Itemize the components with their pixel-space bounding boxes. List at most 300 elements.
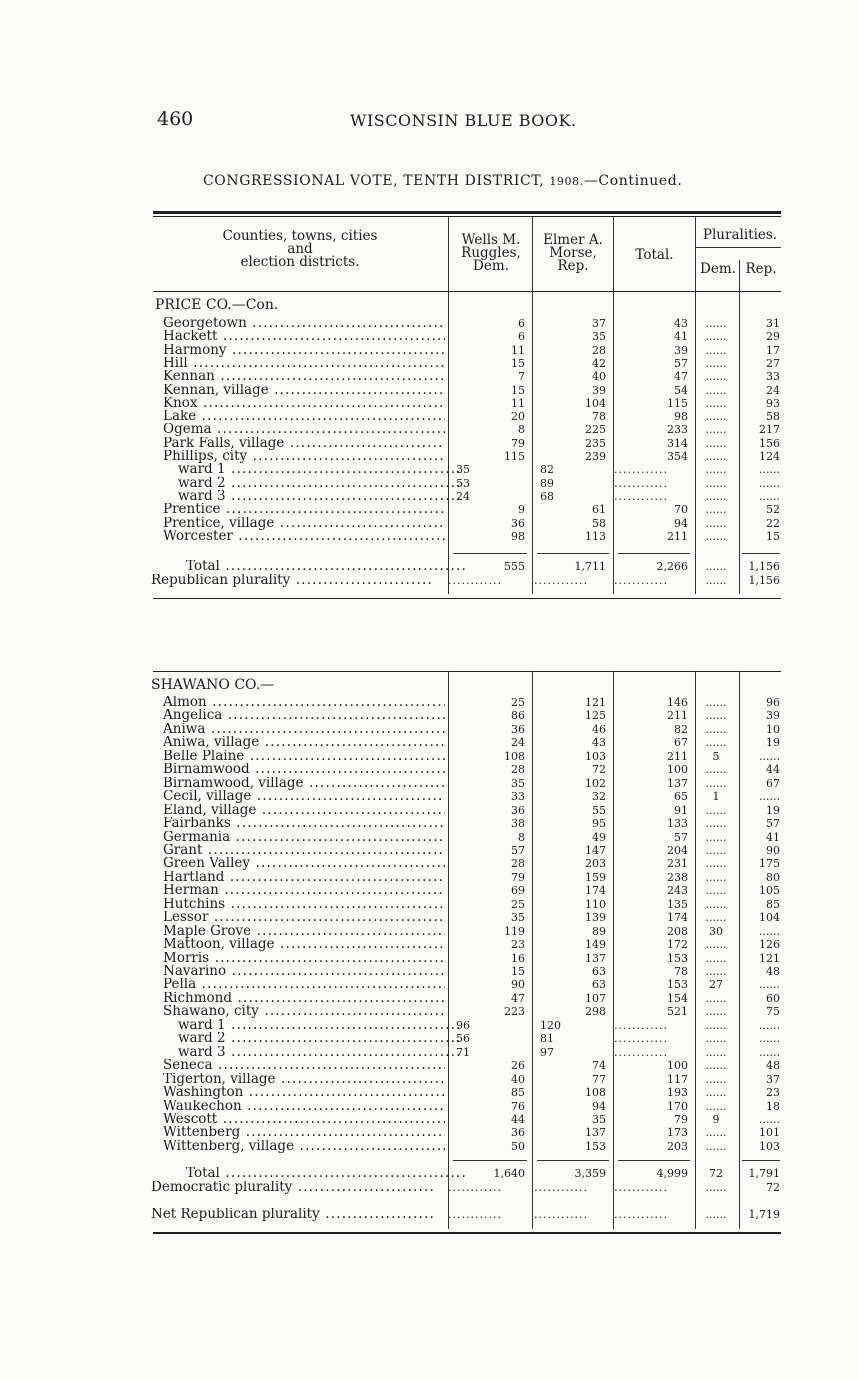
rep-votes: 203 xyxy=(585,857,606,871)
rep-votes: 40 xyxy=(592,370,606,384)
dem-votes: 16 xyxy=(511,951,525,965)
table-row xyxy=(0,857,859,870)
table-row xyxy=(0,1113,859,1126)
rep-plurality: 58 xyxy=(766,410,780,424)
rep-votes: 153 xyxy=(585,1139,606,1153)
total-votes: 133 xyxy=(667,817,688,831)
dem-votes: 79 xyxy=(511,436,525,450)
row-label: Angelica ..... xyxy=(163,709,445,722)
rep-votes: 102 xyxy=(585,776,606,790)
rep-votes: 107 xyxy=(585,991,606,1005)
dem-votes: 1,640 xyxy=(493,1167,525,1180)
row-label: Aniwa, village ..... xyxy=(163,736,445,749)
dem-plurality: ...... xyxy=(705,330,727,344)
table-row xyxy=(0,925,859,938)
dem-votes: ............ xyxy=(448,1208,502,1221)
rep-votes: 137 xyxy=(585,1126,606,1140)
row-label: Harmony ..... xyxy=(163,344,445,357)
table-row xyxy=(0,804,859,817)
rep-votes: 121 xyxy=(585,696,606,709)
table-row xyxy=(0,1005,859,1018)
rep-plurality: 18 xyxy=(766,1099,780,1113)
row-label: Park Falls, village ..... xyxy=(163,437,445,450)
rep-votes: 235 xyxy=(585,436,606,450)
dem-plurality: ...... xyxy=(705,1139,727,1153)
row-label: Georgetown ..... xyxy=(163,317,445,330)
dem-votes: 7 xyxy=(518,370,525,384)
dem-plurality: ...... xyxy=(705,450,727,463)
rep-plurality: 15 xyxy=(766,529,780,543)
rep-votes: 225 xyxy=(585,423,606,437)
row-label: Prentice, village ..... xyxy=(163,517,445,530)
rep-plurality: 90 xyxy=(766,843,780,857)
dem-plurality: ...... xyxy=(705,696,727,709)
rep-plurality: ...... xyxy=(759,978,780,992)
rep-plurality: 121 xyxy=(759,951,780,965)
ward-rep-votes: 68 xyxy=(540,489,554,503)
total-votes: 233 xyxy=(667,423,688,437)
dem-votes: 47 xyxy=(511,991,525,1005)
dem-plurality: ...... xyxy=(705,396,727,410)
dem-plurality: 1 xyxy=(712,790,720,804)
table-row xyxy=(0,1140,859,1153)
table-row xyxy=(0,463,859,476)
total-row xyxy=(0,1167,859,1180)
dem-plurality: ...... xyxy=(705,370,727,384)
dem-plurality: ...... xyxy=(705,911,727,925)
total-votes: 193 xyxy=(667,1086,688,1100)
rep-plurality: 19 xyxy=(766,803,780,817)
row-label: Aniwa ..... xyxy=(163,723,445,736)
rep-plurality: ...... xyxy=(759,463,780,477)
total-votes: ............ xyxy=(614,1018,668,1032)
dem-plurality: ...... xyxy=(705,1126,727,1140)
table-row xyxy=(0,1019,859,1032)
dem-plurality: 27 xyxy=(709,978,723,992)
total-votes: 173 xyxy=(667,1126,688,1140)
table-row xyxy=(0,344,859,357)
counties-header xyxy=(160,230,440,269)
table-title xyxy=(203,173,682,189)
dem-votes: 11 xyxy=(511,396,525,410)
total-votes: 94 xyxy=(674,516,688,530)
table-row xyxy=(0,503,859,516)
total-votes: 172 xyxy=(667,938,688,952)
counties-header-l3: election districts. xyxy=(240,254,360,270)
rep-plurality: 104 xyxy=(759,911,780,925)
row-label: Green Valley ..... xyxy=(163,857,445,870)
rep-votes: 239 xyxy=(585,450,606,463)
row-label: Tigerton, village ..... xyxy=(163,1073,445,1086)
rep-votes: 94 xyxy=(592,1099,606,1113)
table-row xyxy=(0,517,859,530)
dem-votes: 555 xyxy=(504,560,525,573)
dem-plurality: ...... xyxy=(705,763,727,777)
net-plurality-row-label: Net Republican plurality ..... xyxy=(151,1208,433,1221)
rep-votes: 95 xyxy=(592,817,606,831)
rep-votes: 104 xyxy=(585,396,606,410)
dem-votes: 8 xyxy=(518,423,525,437)
rep-plurality: 217 xyxy=(759,423,780,437)
rep-votes: 298 xyxy=(585,1005,606,1019)
rep-plurality: 48 xyxy=(766,1059,780,1073)
row-label: Ogema ..... xyxy=(163,423,445,436)
rep-votes: 72 xyxy=(592,763,606,777)
table-row xyxy=(0,384,859,397)
table-row xyxy=(0,871,859,884)
row-label: Wescott ..... xyxy=(163,1113,445,1126)
header-rule xyxy=(153,291,781,292)
sum-rule xyxy=(453,1160,527,1161)
total-votes: 170 xyxy=(667,1099,688,1113)
dem-plurality: ...... xyxy=(705,1086,727,1100)
dem-plurality: ...... xyxy=(705,343,727,357)
table-row xyxy=(0,530,859,543)
total-votes: ............ xyxy=(614,574,668,587)
total-votes: 146 xyxy=(667,696,688,709)
dem-votes: 69 xyxy=(511,884,525,898)
dem-votes: 6 xyxy=(518,317,525,330)
dem-votes: 28 xyxy=(511,763,525,777)
dem-votes: 9 xyxy=(518,503,525,517)
sum-rule xyxy=(618,553,690,554)
dem-plurality: ...... xyxy=(705,951,727,965)
section1-bottom-rule xyxy=(153,598,781,599)
dem-plurality: ...... xyxy=(705,938,727,952)
row-label: Lake ..... xyxy=(163,410,445,423)
rep-votes: 63 xyxy=(592,978,606,992)
dem-plurality: ...... xyxy=(705,709,727,723)
dem-plurality: ...... xyxy=(705,410,727,424)
pluralities-dem-header: Dem. xyxy=(700,261,736,277)
table-row xyxy=(0,992,859,1005)
shawano-county-heading: SHAWANO CO.— xyxy=(151,677,275,693)
dem-plurality: ...... xyxy=(705,870,727,884)
row-label: Grant ..... xyxy=(163,844,445,857)
dem-candidate-header xyxy=(450,234,532,273)
dem-votes: 28 xyxy=(511,857,525,871)
total-votes: ............ xyxy=(614,1045,668,1059)
sum-rule xyxy=(453,553,527,554)
rep-votes: 58 xyxy=(592,516,606,530)
dem-plurality: ...... xyxy=(705,857,727,871)
dem-plurality: ...... xyxy=(705,965,727,978)
rep-votes: 159 xyxy=(585,870,606,884)
table-row xyxy=(0,952,859,965)
table-row xyxy=(0,370,859,383)
dem-plurality: 30 xyxy=(709,924,723,938)
row-label: Maple Grove ..... xyxy=(163,925,445,938)
dem-votes: 15 xyxy=(511,356,525,370)
row-label: Wittenberg ..... xyxy=(163,1126,445,1139)
rep-votes: 89 xyxy=(592,924,606,938)
row-label: Waukechon ..... xyxy=(163,1100,445,1113)
dem-votes: 15 xyxy=(511,383,525,397)
total-votes: 47 xyxy=(674,370,688,384)
dem-plurality: ...... xyxy=(705,317,727,330)
rep-votes: 125 xyxy=(585,709,606,723)
dem-plurality: ...... xyxy=(705,897,727,911)
dem-plurality: ...... xyxy=(705,722,727,736)
table-row xyxy=(0,884,859,897)
section2-top-rule xyxy=(153,671,781,672)
total-votes: ............ xyxy=(614,1032,668,1046)
rep-votes: 139 xyxy=(585,911,606,925)
table-row xyxy=(0,490,859,503)
dem-plurality: ...... xyxy=(705,463,727,477)
row-label: Fairbanks ..... xyxy=(163,817,445,830)
table-row xyxy=(0,1059,859,1072)
pluralities-rule xyxy=(696,247,781,248)
rep-plurality: 72 xyxy=(766,1181,780,1194)
page-number: 460 xyxy=(157,108,194,130)
dem-votes: 44 xyxy=(511,1112,525,1126)
dem-plurality: ...... xyxy=(705,843,727,857)
counties-header-l2: and xyxy=(287,241,313,257)
total-votes: 57 xyxy=(674,830,688,844)
total-votes: ............ xyxy=(614,489,668,503)
dem-votes: 85 xyxy=(511,1086,525,1100)
plurality-row xyxy=(0,574,859,587)
top-rule xyxy=(153,211,781,214)
table-row xyxy=(0,317,859,330)
row-label: Birnamwood, village ..... xyxy=(163,777,445,790)
rep-plurality: 41 xyxy=(766,830,780,844)
dem-plurality: ...... xyxy=(705,503,727,517)
rep-plurality: ...... xyxy=(759,1032,780,1046)
table-row xyxy=(0,965,859,978)
total-votes: 211 xyxy=(667,709,688,723)
total-votes: 67 xyxy=(674,736,688,750)
pluralities-header: Pluralities. xyxy=(702,227,778,243)
rep-votes: 103 xyxy=(585,749,606,763)
row-label: ward 3 ..... xyxy=(178,1046,460,1059)
rep-plurality: 103 xyxy=(759,1139,780,1153)
dem-plurality: ...... xyxy=(705,574,727,587)
table-row xyxy=(0,450,859,463)
total-votes: 137 xyxy=(667,776,688,790)
rep-plurality: ...... xyxy=(759,489,780,503)
table-row xyxy=(0,357,859,370)
rep-header-l3: Rep. xyxy=(557,258,589,274)
plurality-row-label: Democratic plurality ..... xyxy=(151,1181,433,1194)
dem-votes: 33 xyxy=(511,790,525,804)
row-label: Cecil, village ..... xyxy=(163,790,445,803)
row-label: ward 1 ..... xyxy=(178,463,460,476)
dem-plurality: ...... xyxy=(705,1059,727,1073)
rep-plurality: 101 xyxy=(759,1126,780,1140)
row-label: ward 2 ..... xyxy=(178,477,460,490)
rep-votes: 35 xyxy=(592,1112,606,1126)
dem-plurality: ...... xyxy=(705,803,727,817)
rep-plurality: 105 xyxy=(759,884,780,898)
rep-plurality: 22 xyxy=(766,516,780,530)
table-row xyxy=(0,723,859,736)
total-votes: 79 xyxy=(674,1112,688,1126)
ward-dem-votes: 35 xyxy=(456,463,470,477)
rep-plurality: 33 xyxy=(766,370,780,384)
sum-rule xyxy=(537,1160,609,1161)
total-votes: 54 xyxy=(674,383,688,397)
top-rule-thin xyxy=(153,216,781,217)
table-row xyxy=(0,938,859,951)
dem-votes: 25 xyxy=(511,897,525,911)
dem-plurality: 5 xyxy=(712,749,720,763)
table-row xyxy=(0,1086,859,1099)
dem-votes: 23 xyxy=(511,938,525,952)
sum-rule xyxy=(618,1160,690,1161)
total-row-label: Total ..... xyxy=(186,1167,468,1180)
total-votes: 91 xyxy=(674,803,688,817)
row-label: Eland, village ..... xyxy=(163,804,445,817)
total-votes: 204 xyxy=(667,843,688,857)
total-votes: 231 xyxy=(667,857,688,871)
rep-votes: 46 xyxy=(592,722,606,736)
row-label: Hutchins ..... xyxy=(163,898,445,911)
rep-plurality: 39 xyxy=(766,709,780,723)
table-row xyxy=(0,696,859,709)
ward-dem-votes: 96 xyxy=(456,1018,470,1032)
table-row xyxy=(0,1032,859,1045)
dem-plurality: 9 xyxy=(712,1112,720,1126)
total-votes: 154 xyxy=(667,991,688,1005)
table-row xyxy=(0,397,859,410)
row-label: Hartland ..... xyxy=(163,871,445,884)
total-votes: 243 xyxy=(667,884,688,898)
table-row xyxy=(0,709,859,722)
table-row xyxy=(0,790,859,803)
rep-votes: 55 xyxy=(592,803,606,817)
row-label: ward 3 ..... xyxy=(178,490,460,503)
table-row xyxy=(0,777,859,790)
ward-rep-votes: 89 xyxy=(540,476,554,490)
dem-plurality: 72 xyxy=(709,1167,723,1180)
dem-votes: 90 xyxy=(511,978,525,992)
dem-plurality: ...... xyxy=(705,736,727,750)
row-label: Morris ..... xyxy=(163,952,445,965)
dem-plurality: ...... xyxy=(705,884,727,898)
rep-plurality: 126 xyxy=(759,938,780,952)
rep-votes: 32 xyxy=(592,790,606,804)
row-label: Pella ..... xyxy=(163,978,445,991)
total-votes: 117 xyxy=(667,1072,688,1086)
ward-rep-votes: 81 xyxy=(540,1032,554,1046)
rep-plurality: 19 xyxy=(766,736,780,750)
table-row xyxy=(0,1126,859,1139)
total-votes: 65 xyxy=(674,790,688,804)
dem-votes: 36 xyxy=(511,516,525,530)
ward-dem-votes: 71 xyxy=(456,1045,470,1059)
dem-plurality: ...... xyxy=(705,1099,727,1113)
plurality-row-label: Republican plurality ..... xyxy=(151,574,433,587)
dem-plurality: ...... xyxy=(705,476,727,490)
rep-header-l2: Morse, xyxy=(549,245,597,261)
table-title-main: CONGRESSIONAL VOTE, TENTH DISTRICT, xyxy=(203,173,545,189)
row-label: Belle Plaine ..... xyxy=(163,750,445,763)
rep-votes: 108 xyxy=(585,1086,606,1100)
ward-rep-votes: 97 xyxy=(540,1045,554,1059)
dem-votes: 26 xyxy=(511,1059,525,1073)
dem-header-l1: Wells M. xyxy=(461,232,521,248)
rep-plurality: ...... xyxy=(759,476,780,490)
rep-plurality: 29 xyxy=(766,330,780,344)
dem-plurality: ...... xyxy=(705,356,727,370)
row-label: Hackett ..... xyxy=(163,330,445,343)
table-row xyxy=(0,437,859,450)
row-label: Kennan, village ..... xyxy=(163,384,445,397)
dem-votes: 6 xyxy=(518,330,525,344)
row-label: Herman ..... xyxy=(163,884,445,897)
rep-votes: 43 xyxy=(592,736,606,750)
table-row xyxy=(0,831,859,844)
table-row xyxy=(0,423,859,436)
table-row xyxy=(0,750,859,763)
dem-votes: ............ xyxy=(448,574,502,587)
net-plurality-row xyxy=(0,1208,859,1221)
dem-plurality: ...... xyxy=(705,776,727,790)
dem-votes: 57 xyxy=(511,843,525,857)
dem-votes: 36 xyxy=(511,1126,525,1140)
rep-plurality: 124 xyxy=(759,450,780,463)
dem-votes: 15 xyxy=(511,965,525,978)
rep-header-l1: Elmer A. xyxy=(543,232,603,248)
total-votes: 115 xyxy=(667,396,688,410)
dem-votes: 11 xyxy=(511,343,525,357)
dem-votes: 98 xyxy=(511,529,525,543)
rep-plurality: 10 xyxy=(766,722,780,736)
sum-rule xyxy=(537,553,609,554)
rep-plurality: 1,719 xyxy=(748,1208,780,1221)
dem-plurality: ...... xyxy=(705,516,727,530)
row-label: Wittenberg, village ..... xyxy=(163,1140,445,1153)
rep-plurality: 60 xyxy=(766,991,780,1005)
dem-plurality: ...... xyxy=(705,1045,727,1059)
sum-rule xyxy=(742,1160,780,1161)
rep-votes: 74 xyxy=(592,1059,606,1073)
total-header: Total. xyxy=(635,247,674,263)
rep-votes: 137 xyxy=(585,951,606,965)
dem-votes: 115 xyxy=(504,450,525,463)
counties-header-l1: Counties, towns, cities xyxy=(222,228,378,244)
ward-dem-votes: 53 xyxy=(456,476,470,490)
dem-plurality: ...... xyxy=(705,529,727,543)
rep-plurality: 48 xyxy=(766,965,780,978)
rep-plurality: 156 xyxy=(759,436,780,450)
rep-candidate-header xyxy=(533,234,613,273)
price-county-heading: PRICE CO.—Con. xyxy=(155,297,279,313)
total-votes: ............ xyxy=(614,1181,668,1194)
row-label: Prentice ..... xyxy=(163,503,445,516)
row-label: Worcester ..... xyxy=(163,530,445,543)
row-label: Phillips, city ..... xyxy=(163,450,445,463)
dem-votes: 36 xyxy=(511,803,525,817)
dem-plurality: ...... xyxy=(705,1072,727,1086)
row-label: Almon ..... xyxy=(163,696,445,709)
table-title-cont: —Continued. xyxy=(583,173,683,189)
total-votes: 208 xyxy=(667,924,688,938)
rep-votes: 63 xyxy=(592,965,606,978)
rep-votes: ............ xyxy=(534,1181,588,1194)
total-votes: 238 xyxy=(667,870,688,884)
rep-votes: 77 xyxy=(592,1072,606,1086)
rep-plurality: ...... xyxy=(759,924,780,938)
total-votes: 2,266 xyxy=(656,560,688,573)
total-votes: 78 xyxy=(674,965,688,978)
rep-votes: 28 xyxy=(592,343,606,357)
pluralities-rep-header: Rep. xyxy=(745,261,777,277)
rep-plurality: 1,791 xyxy=(748,1167,780,1180)
table-row xyxy=(0,330,859,343)
